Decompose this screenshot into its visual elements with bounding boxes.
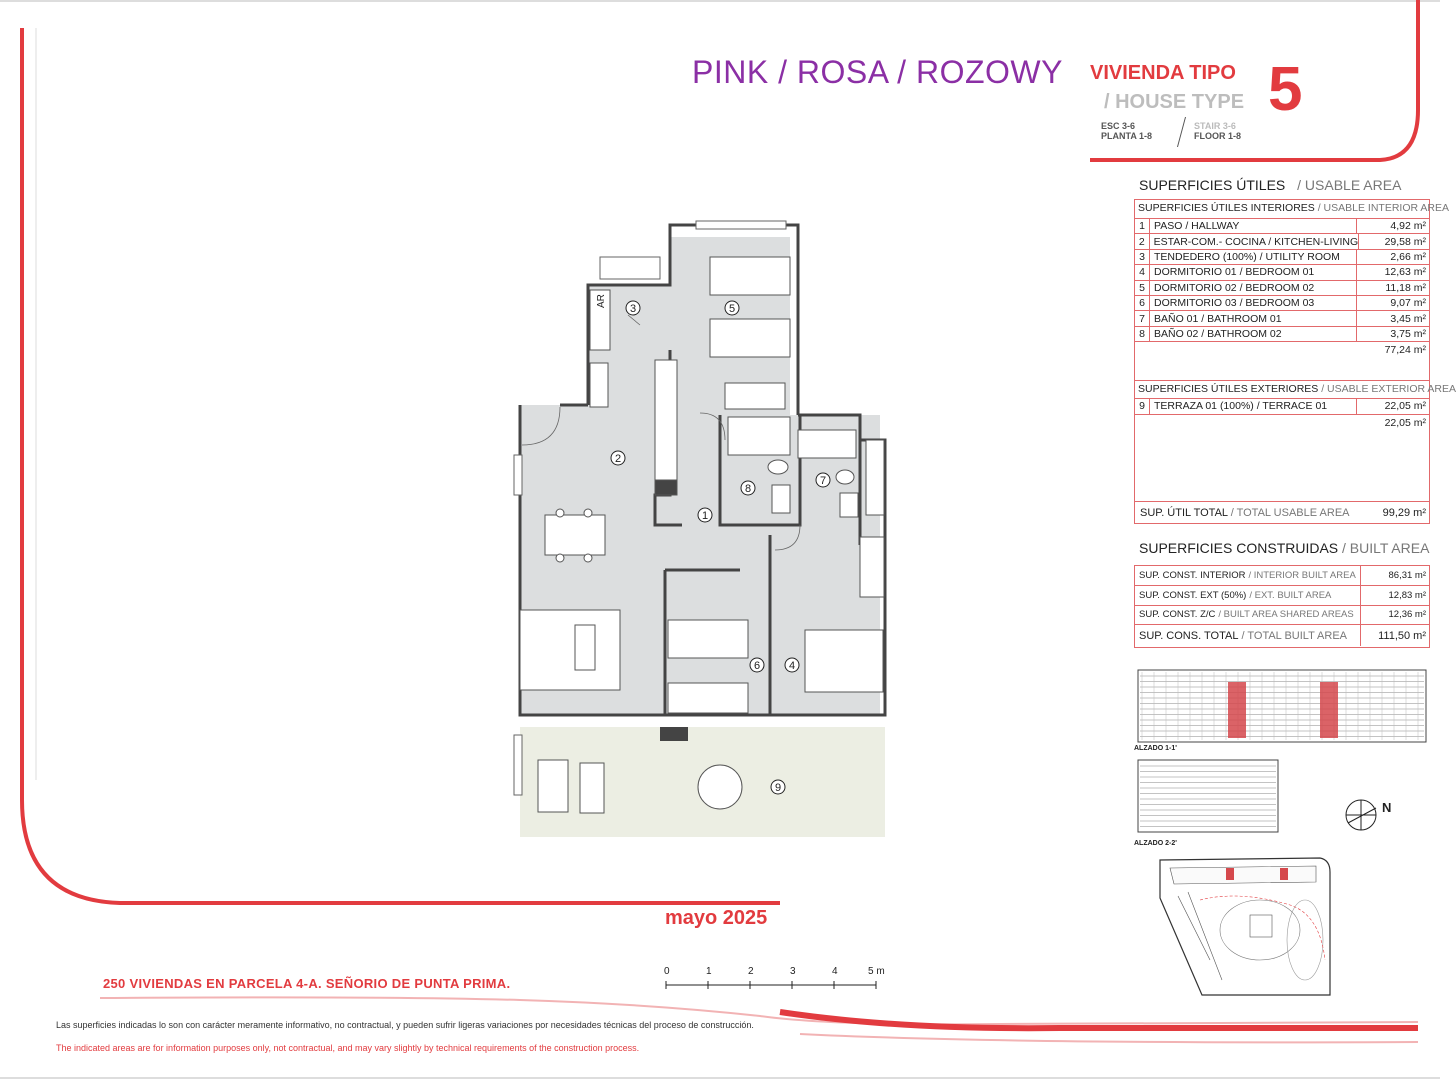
room-number-2 [611, 451, 625, 465]
room-number-8 [741, 481, 755, 495]
disclaimer-es: Las superficies indicadas lo son con carácter meramente informativo, no contractual, y pueden sufrir ligeras variaciones por necesidades técnicas del proceso de construcción. [56, 1020, 754, 1030]
room-number-3 [626, 301, 640, 315]
elevation-1-drawing [1138, 670, 1426, 742]
svg-text:7: 7 [819, 475, 827, 487]
table-row [1135, 250, 1429, 265]
room-name: TERRAZA 01 (100%) / TERRACE 01 [1150, 399, 1357, 413]
built-value: 111,50 m² [1378, 629, 1426, 642]
room-area: 11,18 m² [1385, 281, 1426, 294]
room-num: 8 [1135, 327, 1150, 341]
table-row [1135, 625, 1429, 646]
scale-4: 4 [832, 966, 838, 977]
room-number-5 [725, 301, 739, 315]
project-title: 250 VIVIENDAS EN PARCELA 4-A. SEÑORIO DE PUNTA PRIMA. [103, 976, 511, 991]
room-number-7 [816, 473, 830, 487]
room-name: ESTAR-COM.- COCINA / KITCHEN-LIVING [1150, 234, 1360, 248]
room-area: 2,66 m² [1390, 250, 1426, 263]
alzado-2-label: ALZADO 2-2' [1134, 840, 1177, 847]
stair-floor-es: ESC 3-6 PLANTA 1-8 [1101, 121, 1153, 141]
built-label-es: SUP. CONST. Z/C [1139, 609, 1216, 621]
table-row [1135, 219, 1429, 234]
room-number-6 [750, 658, 764, 672]
north-arrow-icon [1346, 800, 1376, 830]
svg-text:5: 5 [728, 303, 736, 315]
room-num: 7 [1135, 311, 1150, 325]
table-row [1135, 399, 1429, 414]
interior-subtotal: 77,24 m² [1384, 344, 1426, 357]
grill [660, 727, 688, 741]
site-plan-drawing [1160, 858, 1330, 995]
room-num: 3 [1135, 250, 1150, 264]
built-label-en: / EXT. BUILT AREA [1249, 589, 1332, 601]
room-area: 29,58 m² [1384, 235, 1426, 248]
built-label-es: SUP. CONS. TOTAL [1139, 629, 1239, 642]
highlight-unit-2 [1320, 682, 1338, 738]
interior-rows [1135, 219, 1429, 342]
room-area: 3,45 m² [1390, 312, 1426, 325]
room-num: 2 [1135, 234, 1150, 248]
room-area: 12,63 m² [1384, 266, 1426, 279]
exterior-area-header: SUPERFICIES ÚTILES EXTERIORES / USABLE EXTERIOR AREA [1135, 380, 1429, 399]
table-row [1135, 606, 1429, 626]
room-num: 6 [1135, 296, 1150, 310]
svg-text:2: 2 [614, 453, 622, 465]
house-type-label-es: VIVIENDA TIPO [1090, 62, 1236, 84]
room-name: DORMITORIO 01 / BEDROOM 01 [1150, 265, 1357, 279]
svg-text:8: 8 [744, 483, 752, 495]
room-area: 22,05 m² [1384, 400, 1426, 413]
built-value: 86,31 m² [1388, 569, 1426, 581]
total-usable-row: SUP. ÚTIL TOTAL / TOTAL USABLE AREA 99,29 m² [1135, 501, 1429, 523]
room-name: DORMITORIO 02 / BEDROOM 02 [1150, 281, 1357, 295]
floor-plan [500, 215, 900, 845]
room-name: BAÑO 02 / BATHROOM 02 [1150, 327, 1357, 341]
north-label: N [1382, 800, 1392, 815]
table-row [1135, 281, 1429, 296]
built-value: 12,36 m² [1388, 609, 1426, 621]
room-number-1 [698, 508, 712, 522]
usable-area-table [1134, 199, 1456, 524]
room-number-9 [771, 780, 785, 794]
stair-floor-en: STAIR 3-6 FLOOR 1-8 [1194, 121, 1242, 141]
scale-0: 0 [664, 966, 670, 977]
house-type-label-en: / HOUSE TYPE [1104, 91, 1245, 113]
color-title: PINK / ROSA / ROZOWY [692, 54, 1063, 90]
built-label-en: / INTERIOR BUILT AREA [1248, 569, 1356, 581]
room-num: 5 [1135, 281, 1150, 295]
table-row [1135, 311, 1429, 326]
built-label-es: SUP. CONST. EXT (50%) [1139, 589, 1247, 601]
scale-5: 5 m [868, 966, 885, 977]
ar-label: AR [596, 294, 607, 308]
usable-area-title: SUPERFICIES ÚTILES / USABLE AREA [1139, 177, 1402, 193]
room-num: 1 [1135, 219, 1150, 233]
room-name: PASO / HALLWAY [1150, 219, 1357, 233]
svg-text:3: 3 [629, 303, 637, 315]
scale-bar [660, 975, 890, 995]
built-label-en: / BUILT AREA SHARED AREAS [1218, 609, 1354, 621]
elevation-2-drawing [1138, 760, 1278, 832]
svg-text:1: 1 [701, 510, 709, 522]
table-row [1135, 566, 1429, 586]
room-area: 3,75 m² [1390, 327, 1426, 340]
table-row [1135, 586, 1429, 606]
room-number-4 [785, 658, 799, 672]
scale-2: 2 [748, 966, 754, 977]
room-area: 4,92 m² [1390, 220, 1426, 233]
spacer [1135, 360, 1429, 380]
built-label-en: / TOTAL BUILT AREA [1241, 629, 1348, 642]
highlight-unit-1 [1228, 682, 1246, 738]
table-row [1135, 327, 1429, 342]
alzado-1-label: ALZADO 1-1' [1134, 745, 1177, 752]
scale-3: 3 [790, 966, 796, 977]
svg-text:6: 6 [753, 660, 761, 672]
exterior-subtotal: 22,05 m² [1384, 416, 1426, 429]
elevations-and-site-plan [1130, 660, 1430, 1000]
house-type-number: 5 [1268, 55, 1303, 124]
interior-area-header: SUPERFICIES ÚTILES INTERIORES / USABLE INTERIOR AREA [1135, 200, 1429, 219]
room-name: DORMITORIO 03 / BEDROOM 03 [1150, 296, 1357, 310]
date-label: mayo 2025 [665, 907, 768, 929]
room-area: 9,07 m² [1390, 297, 1426, 310]
table-row [1135, 296, 1429, 311]
disclaimer-en: The indicated areas are for information purposes only, not contractual, and may vary slightly by technical requirements of the construction process. [56, 1043, 640, 1053]
built-value: 12,83 m² [1388, 589, 1426, 601]
room-num: 4 [1135, 265, 1150, 279]
table-row [1135, 265, 1429, 280]
exterior-rows [1135, 399, 1429, 414]
svg-text:4: 4 [788, 660, 796, 672]
room-name: TENDEDERO (100%) / UTILITY ROOM [1150, 250, 1357, 264]
built-area-table [1134, 565, 1430, 648]
svg-text:9: 9 [774, 782, 782, 794]
room-name: BAÑO 01 / BATHROOM 01 [1150, 311, 1357, 325]
built-area-title: SUPERFICIES CONSTRUIDAS / BUILT AREA [1139, 540, 1430, 556]
room-num: 9 [1135, 399, 1150, 413]
table-row [1135, 234, 1429, 249]
built-label-es: SUP. CONST. INTERIOR [1139, 569, 1246, 581]
scale-1: 1 [706, 966, 712, 977]
